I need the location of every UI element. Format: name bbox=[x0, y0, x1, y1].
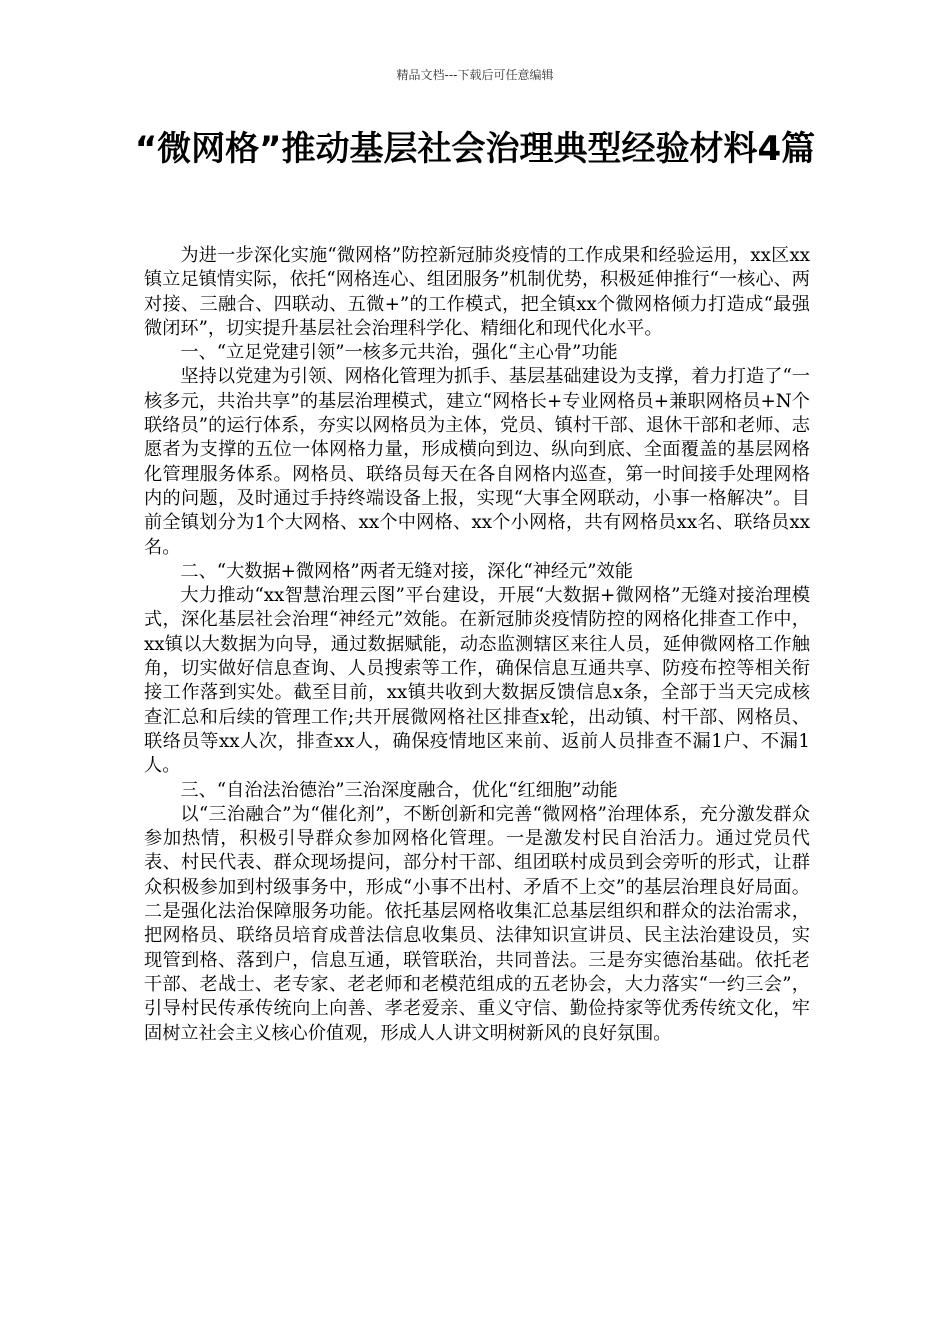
section-heading-3: 三、“自治法治德治”三治深度融合，优化“红细胞”动能 bbox=[180, 779, 618, 801]
section-heading-1: 一、“立足党建引领”一核多元共治，强化“主心骨”功能 bbox=[180, 342, 618, 364]
document-body bbox=[144, 244, 810, 1046]
page-header: 精品文档---下载后可任意编辑 bbox=[396, 68, 554, 82]
section-paragraph-3: 以“三治融合”为“催化剂”，不断创新和完善“微网格”治理体系，充分激发群众参加热情，积极引导群众参加网格化管理。一是激发村民自治活力。通过党员代表、村民代表、群众现场提问，部分村干部、组团联村成员到会旁听的形式，让群众积极参加到村级事务中，形成“小事不出村、矛盾不上交”的基层治理良好局面。二是强化法治保障服务功能。依托基层网格收集汇总基层组织和群众的法治需求，把网格员、联络员培育成普法信息收集员、法律知识宣讲员、民主法治建设员，实现管到格、落到户，信息互通，联管联治，共同普法。三是夯实德治基础。依托老干部、老战士、老专家、老老师和老模范组成的五老协会，大力落实“一约三会”，引导村民传承传统向上向善、孝老爱亲、重义守信、勤俭持家等优秀传统文化，牢固树立社会主义核心价值观，形成人人讲文明树新风的良好氛围。 bbox=[144, 803, 810, 1044]
section-paragraph-1: 坚持以党建为引领、网格化管理为抓手、基层基础建设为支撑，着力打造了“一核多元，共治共享”的基层治理模式，建立“网格长+专业网格员+兼职网格员+N个联络员”的运行体系，夯实以网格员为主体，党员、镇村干部、退休干部和老师、志愿者为支撑的五位一体网格力量，形成横向到边、纵向到底、全面覆盖的基层网格化管理服务体系。网格员、联络员每天在各自网格内巡查，第一时间接手处理网格内的问题，及时通过手持终端设备上报，实现“大事全网联动，小事一格解决”。目前全镇划分为1个大网格、xx个中网格、xx个小网格，共有网格员xx名、联络员xx名。 bbox=[144, 366, 810, 558]
section-heading-2: 二、“大数据+微网格”两者无缝对接，深化“神经元”效能 bbox=[180, 560, 633, 582]
document-title: “微网格”推动基层社会治理典型经验材料4篇 bbox=[134, 129, 816, 169]
intro-paragraph: 为进一步深化实施“微网格”防控新冠肺炎疫情的工作成果和经验运用，xx区xx镇立足镇情实际，依托“网格连心、组团服务”机制优势，积极延伸推行“一核心、两对接、三融合、四联动、五微+”的工作模式，把全镇xx个微网格倾力打造成“最强微闭环”，切实提升基层社会治理科学化、精细化和现代化水平。 bbox=[144, 245, 810, 339]
section-paragraph-2: 大力推动“xx智慧治理云图”平台建设，开展“大数据+微网格”无缝对接治理模式，深化基层社会治理“神经元”效能。在新冠肺炎疫情防控的网格化排查工作中，xx镇以大数据为向导，通过数据赋能，动态监测辖区来往人员，延伸微网格工作触角，切实做好信息查询、人员搜索等工作，确保信息互通共享、防疫布控等相关衔接工作落到实处。截至目前，xx镇共收到大数据反馈信息x条，全部于当天完成核查汇总和后续的管理工作;共开展微网格社区排查x轮，出动镇、村干部、网格员、联络员等xx人次，排查xx人，确保疫情地区来前、返前人员排查不漏1户、不漏1人。 bbox=[144, 585, 810, 777]
